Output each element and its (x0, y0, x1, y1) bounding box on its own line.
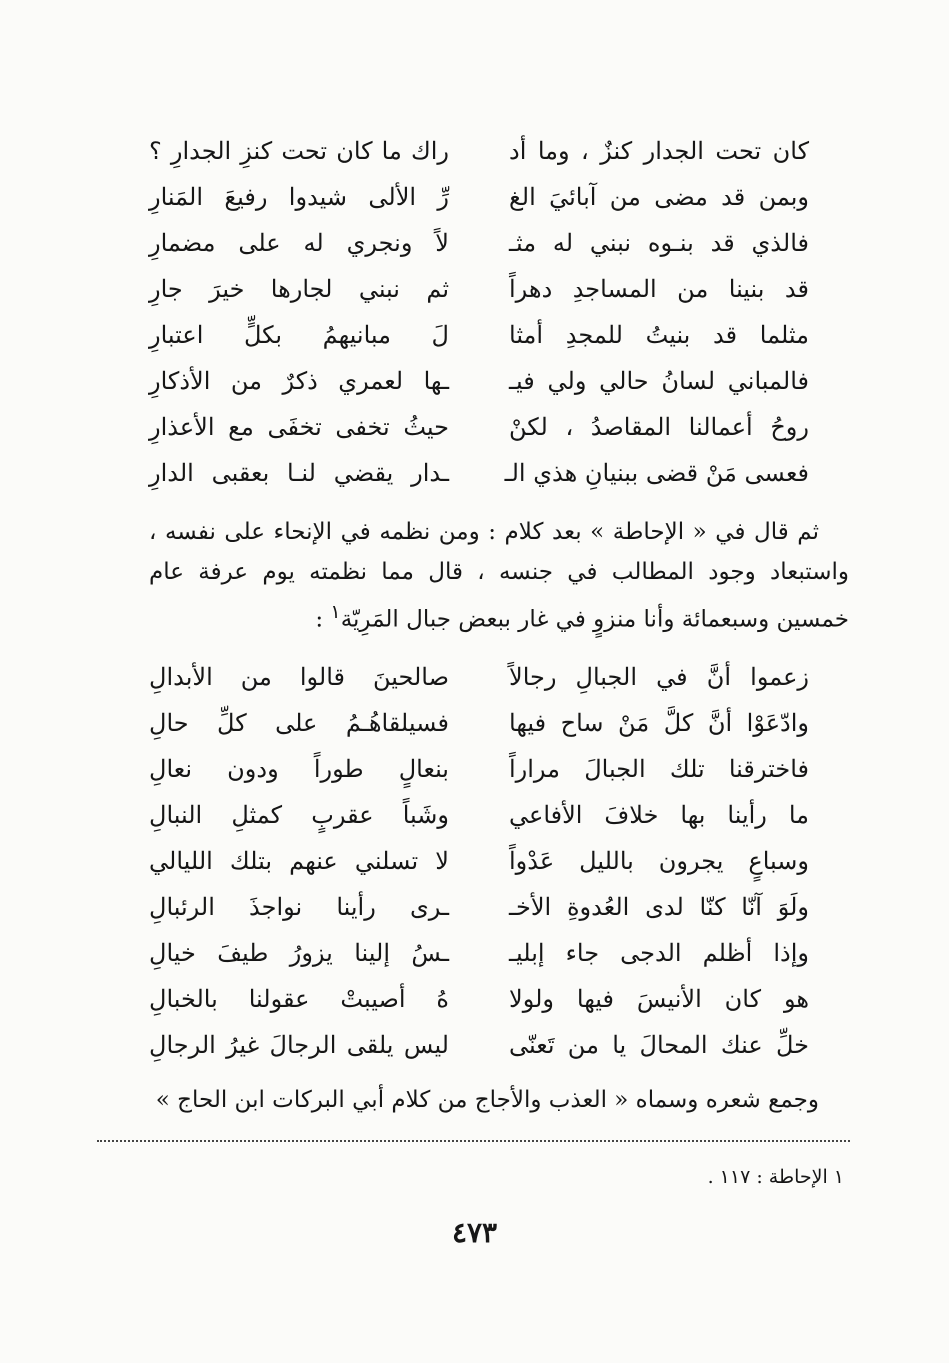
verse-line (149, 976, 809, 1022)
footnote (708, 1162, 844, 1192)
footnote-marker: ١ (833, 1166, 844, 1188)
footnote-separator (97, 1140, 850, 1142)
first-hemistich: هو كان الأنيسَ فيها ولولا (509, 985, 809, 1013)
second-hemistich: حيثُ تخفى تخفَى مع الأعذارِ (149, 413, 449, 441)
verse-line (149, 930, 809, 976)
first-hemistich: وإذا أظلم الدجى جاء إبليـ (509, 939, 809, 967)
first-hemistich: فالمباني لسانُ حالي ولي فيـ (509, 367, 809, 395)
first-hemistich: روحُ أعمالنا المقاصدُ ، لكنْ (509, 413, 809, 441)
verse-line (149, 312, 809, 358)
second-hemistich: لاً ونجري له على مضمارِ (149, 229, 449, 257)
first-hemistich: ولَوَ آنّا كنّا لدى العُدوةِ الأخـ (509, 893, 809, 921)
first-hemistich: فالذي قد بنـوه نبني له مثـ (509, 229, 809, 257)
first-hemistich: زعموا أنَّ في الجبالِ رجالاً (509, 663, 809, 691)
verse-line (149, 746, 809, 792)
second-hemistich: صالحينَ قالوا من الأبدالِ (149, 663, 449, 691)
second-hemistich: ـرى رأينا نواجذَ الرئبالِ (149, 893, 449, 921)
second-hemistich: لَ مبانيهمُ بكلٍّ اعتبارِ (149, 321, 449, 349)
first-hemistich: وبمن قد مضى من آبائيَ الغ (509, 183, 809, 211)
page-number: ٤٧٣ (451, 1216, 498, 1249)
first-hemistich: فاخترقنا تلك الجبالَ مراراً (509, 755, 809, 783)
second-hemistich: هُ أصيبتْ عقولنا بالخبالِ (149, 985, 449, 1013)
second-hemistich: ـدار يقضي لنـا بعقبى الدارِ (149, 459, 449, 487)
second-hemistich: ثم نبني لجارها خيرَ جارِ (149, 275, 449, 303)
verse-line (149, 884, 809, 930)
footnote-text: الإحاطة : ١١٧ . (707, 1166, 828, 1188)
paragraph-intro-main: ثم قال في « الإحاطة » بعد كلام : ومن نظمه في الإنحاء على نفسه ، واستبعاد وجود المطالب في جنسه ، قال مما نظمته يوم عرفة عام خمسين وسبعمائة وأنا منزوٍ في غار ببعض جبال المَرِيّة (149, 519, 849, 633)
verse-line (149, 220, 809, 266)
verse-line (149, 792, 809, 838)
verse-line (149, 654, 809, 700)
second-hemistich: راك ما كان تحت كنزِ الجدارِ ؟ (149, 137, 449, 165)
second-hemistich: لا تسلني عنهم بتلك الليالي (149, 847, 449, 875)
first-hemistich: خلِّ عنك المحالَ يا من تَعنّى (509, 1031, 809, 1059)
verse-line (149, 700, 809, 746)
verse-line (149, 1022, 809, 1068)
second-hemistich: ـسُ إلينا يزورُ طيفَ خيالِ (149, 939, 449, 967)
verse-line (149, 838, 809, 884)
first-hemistich: قد بنينا من المساجدِ دهراً (509, 275, 809, 303)
first-hemistich: فعسى مَنْ قضى ببنيانِ هذي الـ (504, 459, 809, 487)
first-hemistich: ما رأينا بها خلافَ الأفاعي (509, 801, 809, 829)
second-hemistich: فسيلقاهُـمُ على كلِّ حالِ (149, 709, 449, 737)
second-hemistich: ـها لعمري ذكرٌ من الأذكارِ (149, 367, 449, 395)
first-hemistich: وسباعٍ يجرون بالليل عَدْواً (509, 847, 809, 875)
first-hemistich: كان تحت الجدار كنزٌ ، وما أد (509, 137, 809, 165)
second-hemistich: بنعالٍ طوراً ودون نعالِ (149, 755, 449, 783)
verse-line (149, 404, 809, 450)
poem-two (149, 654, 809, 1068)
footnote-reference: ١ (330, 600, 341, 623)
first-hemistich: وادّعَوْا أنَّ كلَّ مَنْ ساح فيها (509, 709, 809, 737)
verse-line (149, 174, 809, 220)
verse-line (149, 450, 809, 496)
paragraph-intro (149, 512, 849, 640)
second-hemistich: وشَباً عقربٍ كمثلِ النبالِ (149, 801, 449, 829)
second-hemistich: رِّ الألى شيدوا رفيعَ المَنارِ (149, 183, 449, 211)
paragraph-intro-tail: : (315, 606, 331, 633)
first-hemistich: مثلما قد بنيتُ للمجدِ أمثا (509, 321, 809, 349)
verse-line (149, 358, 809, 404)
verse-line (149, 128, 809, 174)
second-hemistich: ليس يلقى الرجالَ غيرُ الرجالِ (149, 1031, 449, 1059)
poem-one (149, 128, 809, 496)
paragraph-intro-text (149, 512, 849, 640)
paragraph-closing: وجمع شعره وسماه « العذب والأجاج من كلام أبي البركات ابن الحاج » (155, 1087, 819, 1113)
verse-line (149, 266, 809, 312)
